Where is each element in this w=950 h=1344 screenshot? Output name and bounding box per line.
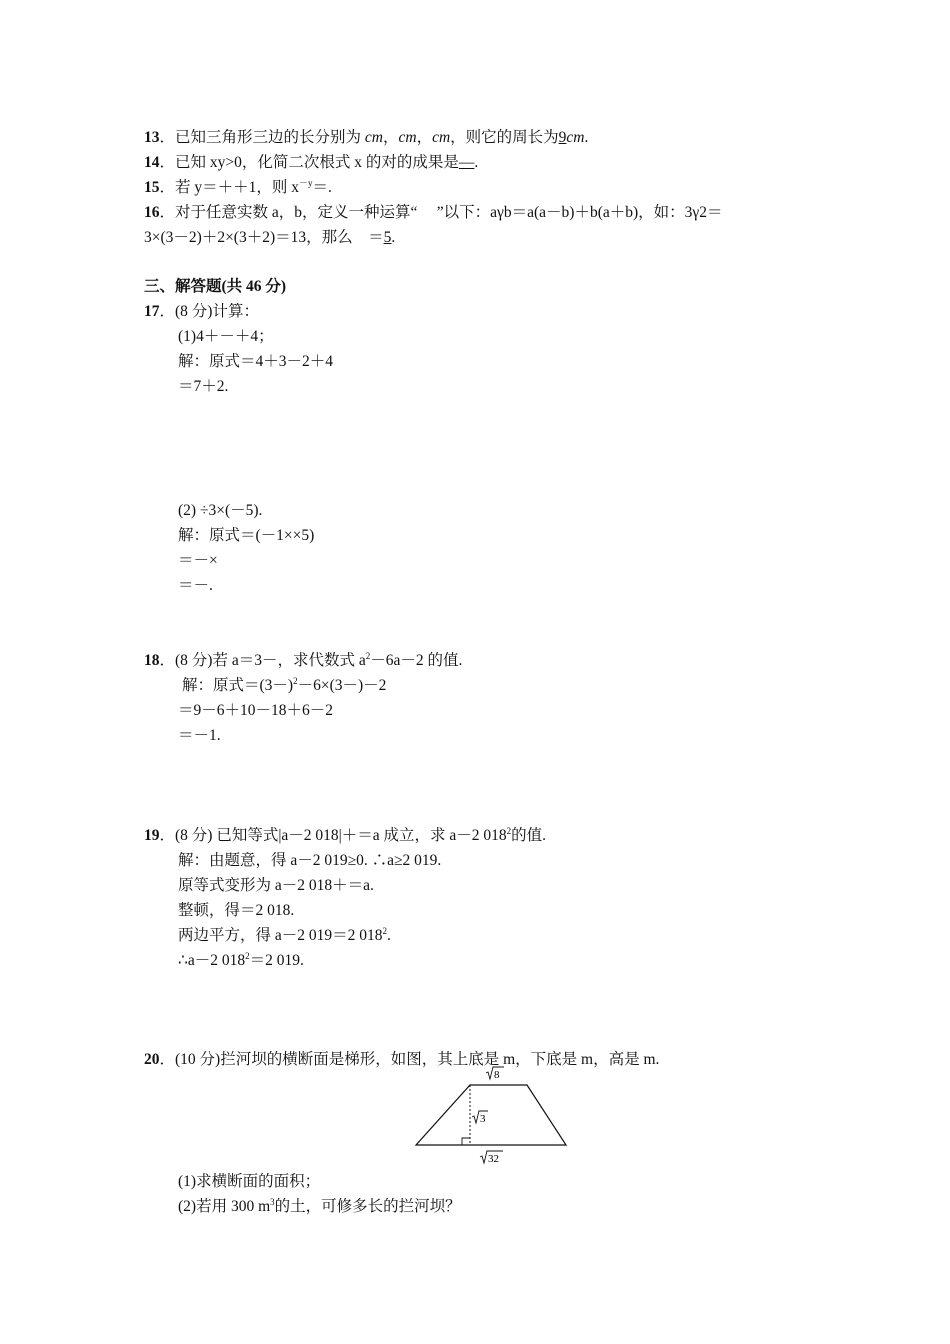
question-number: 16 — [144, 204, 160, 221]
solution-line: ∴a－2 $018^2=2$ 019. — [178, 951, 304, 969]
answer: 5 — [383, 229, 392, 246]
question-18: 18．(8 分)若 a＝3－，求代数式 $a^2-6a-2$ 的值. — [144, 651, 463, 669]
solution-line: 解：原式＝(－1××5) — [178, 527, 315, 544]
solution-line: ＝－× — [178, 552, 218, 569]
solution-line: 解：原式$=(3-)^2-6\times(3-)-2$ — [182, 676, 387, 694]
solution-line: ＝－1. — [178, 727, 221, 744]
sub-question: (2) ÷3×(－5). — [178, 502, 263, 519]
right-angle-marker — [462, 1138, 470, 1145]
solution-line: 两边平方，得 a－2 019＝2 $018^2$. — [178, 926, 391, 944]
trapezoid-dam-figure — [410, 1066, 575, 1168]
question-15: 15．若 y＝＋＋1，则 $x^{-y}=$. — [144, 178, 332, 196]
question-16-line-1: 16．对于任意实数 a，b，定义一种运算“ ”以下：aγb＝a(a－b)＋b(a＋b)，如：3γ2＝ — [144, 204, 723, 221]
answer: — — [458, 154, 475, 171]
section-heading: 三、解答题(共 46 分) — [144, 278, 287, 295]
question-19: 19．(8 分) 已知等式|a－2 018|＋＝a 成立，求 a－2 $018^2$的值. — [144, 826, 547, 844]
top-base-label — [486, 1067, 504, 1081]
sub-question: (1)4＋－＋4； — [178, 328, 274, 345]
answer: 9 — [558, 129, 567, 146]
question-17: 17．(8 分)计算： — [144, 303, 259, 320]
question-number: 18 — [144, 652, 160, 669]
question-14: 14．已知 xy>0，化简二次根式 x 的对的成果是—. — [144, 154, 479, 171]
question-number: 13 — [144, 129, 160, 146]
solution-line: 原等式变形为 a－2 018＋＝a. — [178, 877, 374, 894]
solution-line: ＝9－6＋10－18＋6－2 — [178, 702, 334, 719]
question-number: 15 — [144, 179, 160, 196]
question-16-line-2: 3×(3－2)＋2×(3＋2)＝13，那么 ＝5. — [144, 229, 396, 246]
sub-question: (1)求横断面的面积； — [178, 1173, 321, 1190]
bottom-base-label — [480, 1151, 503, 1165]
svg-text:32: 32 — [488, 1153, 499, 1165]
question-number: 14 — [144, 154, 160, 171]
solution-line: 整顿，得＝2 018. — [178, 902, 295, 919]
svg-text:8: 8 — [494, 1069, 500, 1081]
height-label — [472, 1111, 488, 1125]
question-number: 17 — [144, 303, 160, 320]
solution-line: ＝7＋2. — [178, 378, 229, 395]
question-number: 19 — [144, 827, 160, 844]
question-number: 20 — [144, 1051, 160, 1068]
solution-line: 解：原式＝4＋3－2＋4 — [178, 353, 334, 370]
sub-question: (2)若用 300 $m^3$的土，可修多长的拦河坝？ — [178, 1197, 461, 1215]
solution-line: 解：由题意，得 a－2 019≥0. ∴a≥2 019. — [178, 852, 442, 869]
question-13: 13．已知三角形三边的长分别为 cm，cm，cm，则它的周长为9cm. — [144, 129, 589, 146]
question-20: 20．(10 分)拦河坝的横断面是梯形，如图，其上底是 m，下底是 m，高是 m. — [144, 1051, 660, 1068]
trapezoid-shape — [416, 1085, 566, 1145]
solution-line: ＝－. — [178, 577, 213, 594]
svg-text:3: 3 — [480, 1113, 486, 1125]
